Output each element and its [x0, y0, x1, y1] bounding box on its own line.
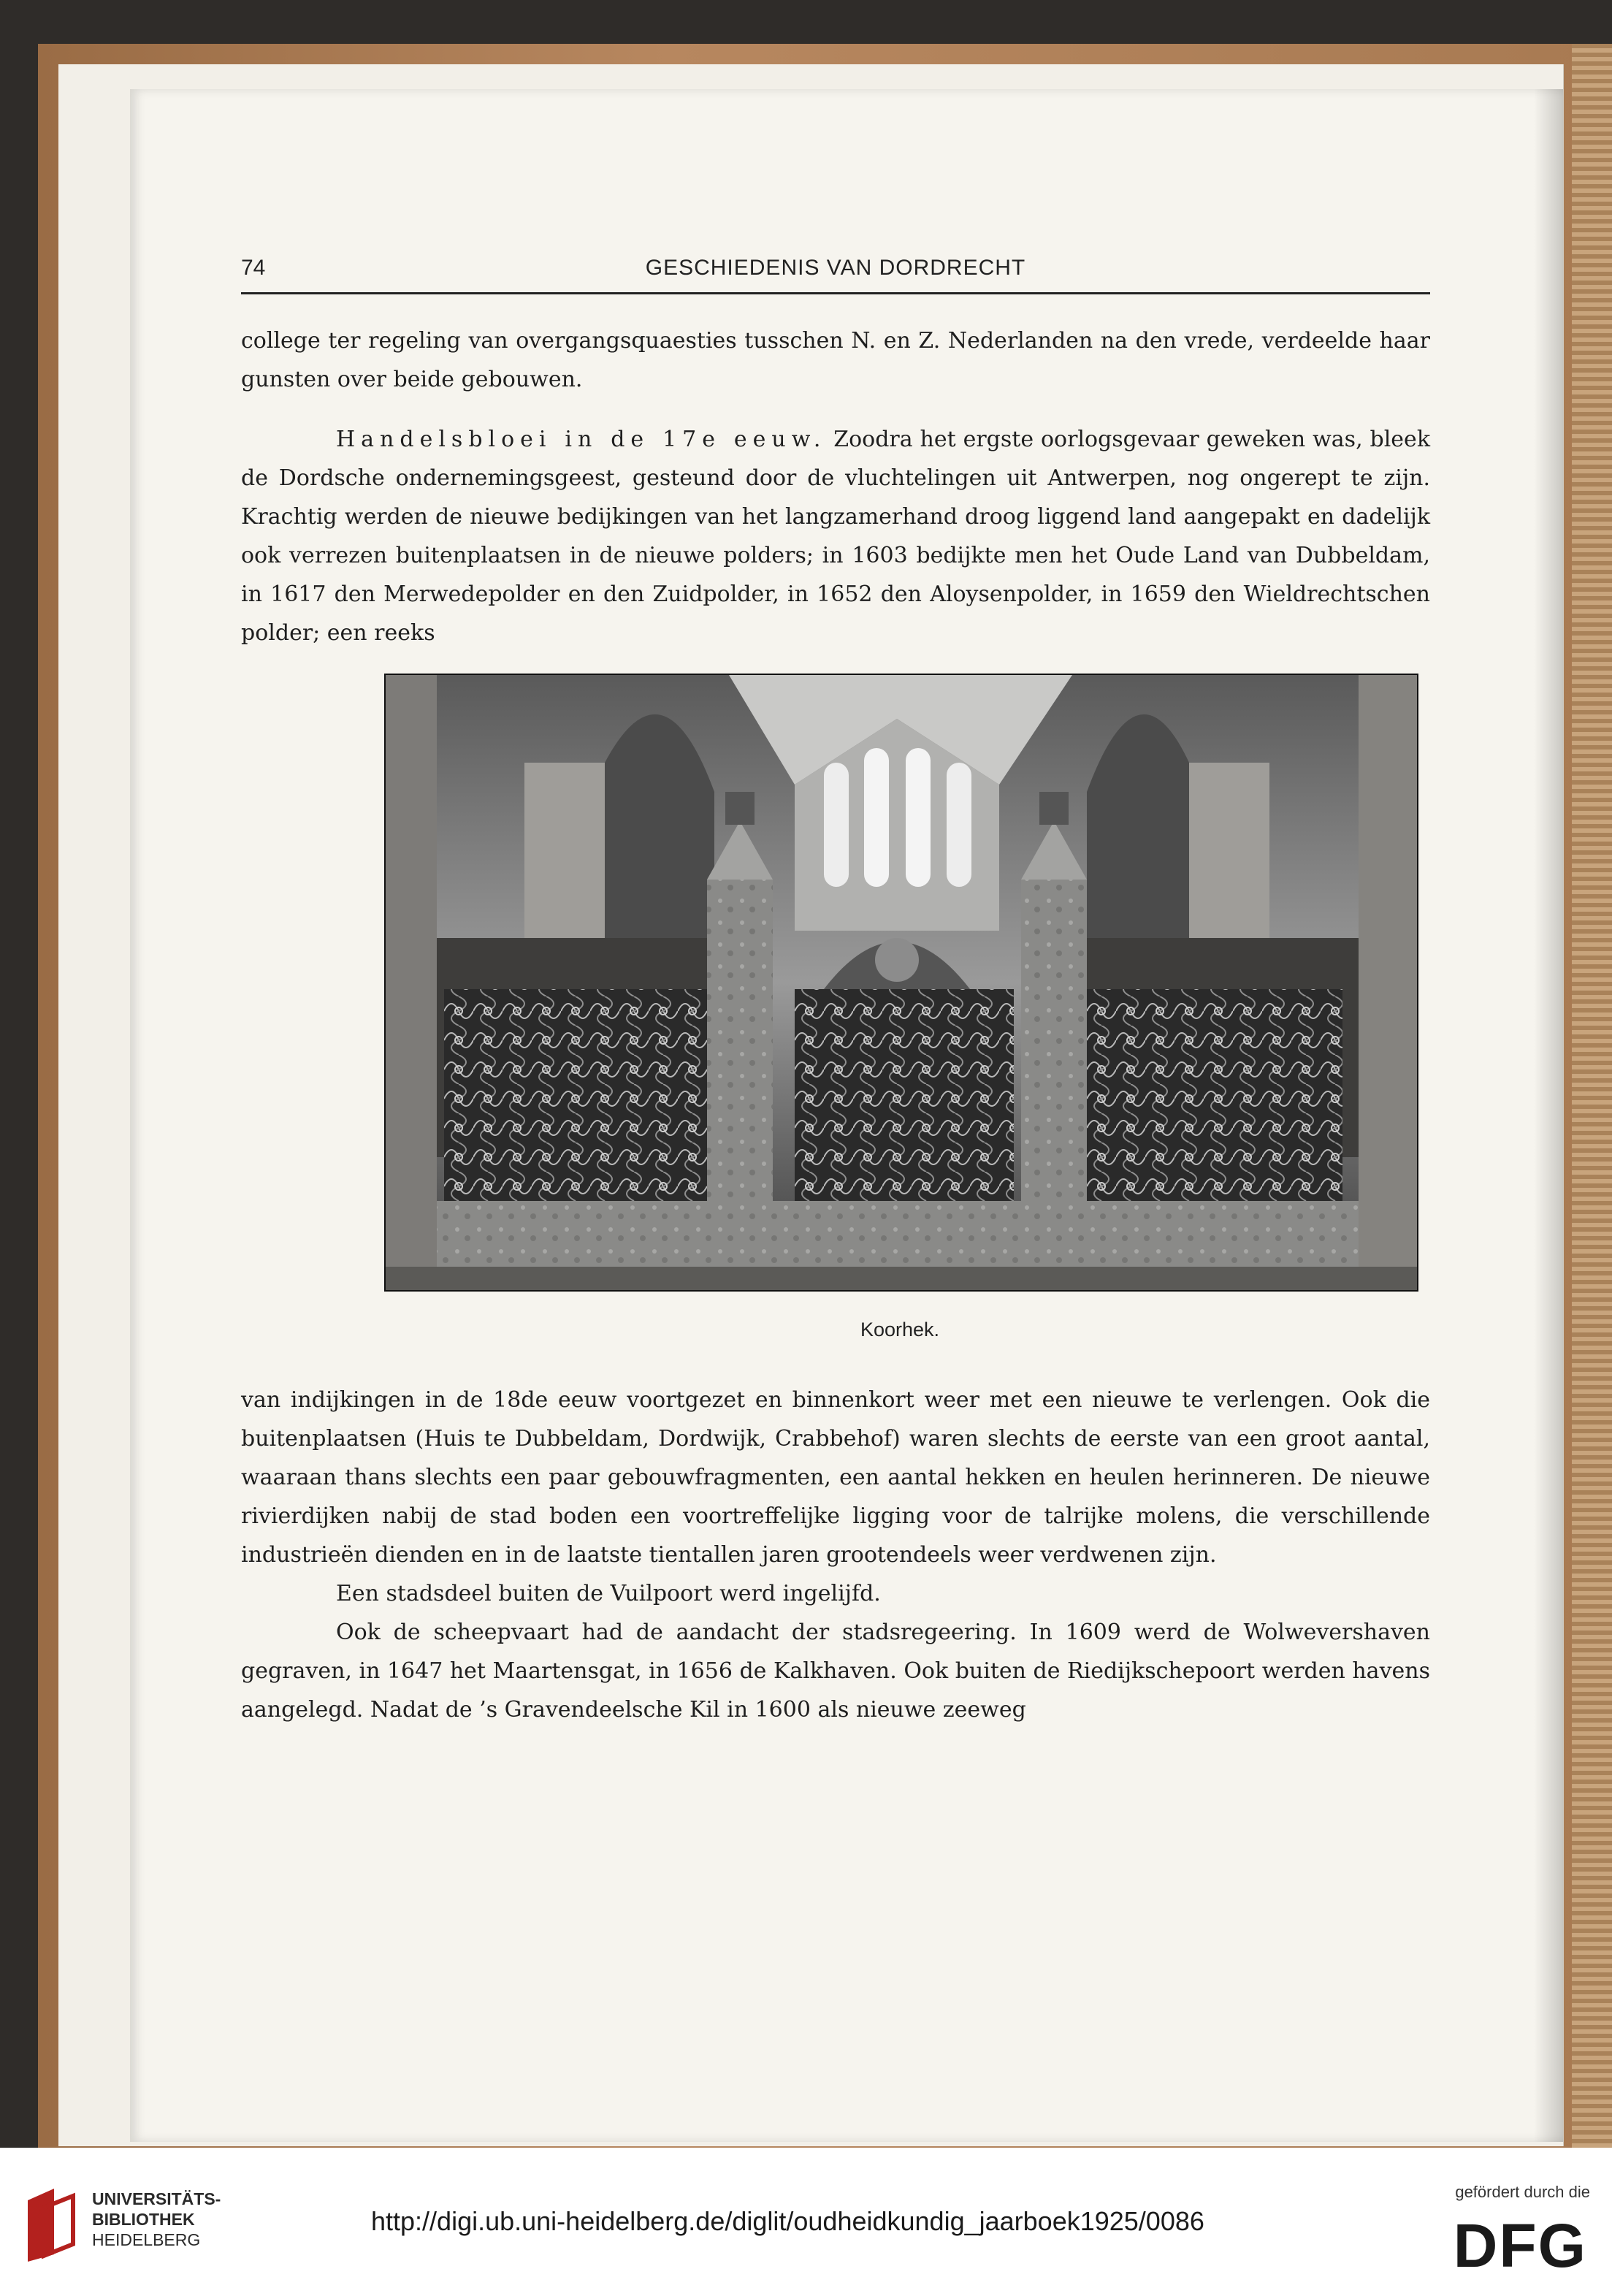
figure-caption: Koorhek. — [860, 1319, 940, 1340]
book-cover-edge — [1572, 44, 1612, 2148]
paragraph-text — [241, 420, 1430, 652]
choir-screen-photograph — [384, 674, 1418, 1292]
funded-by-label: gefördert durch die — [1455, 2183, 1590, 2201]
running-title: GESCHIEDENIS VAN DORDRECHT — [645, 256, 1026, 280]
dfg-logo: DFG — [1453, 2211, 1587, 2280]
library-name-line: HEIDELBERG — [92, 2230, 201, 2249]
paragraph-text: Een stadsdeel buiten de Vuilpoort werd ingelijfd. — [336, 1581, 881, 1606]
permalink-url[interactable]: http://digi.ub.uni-heidelberg.de/diglit/oudheidkundig_jaarboek1925/0086 — [371, 2206, 1204, 2236]
paragraph-1 — [241, 321, 1430, 399]
paragraph-text: Ook de scheepvaart had de aandacht der stadsregeering. In 1609 werd de Wolwevershaven gegraven, in 1647 het Maartensgat, in 1656 de Kalkhaven. Ook buiten de Riedijkschepoort werden havens aangelegd. Nadat de ’s Gravendeelsche Kil in 1600 als nieuwe zeeweg — [241, 1620, 1430, 1723]
library-name-line: BIBLIOTHEK — [92, 2210, 195, 2229]
spine-shadow — [1534, 89, 1563, 2142]
paragraph-text: van indijkingen in de 18de eeuw voortgezet en binnenkort weer met een nieuwe te verlengen. Ook die buitenplaatsen (Huis te Dubbeldam, Dordwijk, Crabbehof) waren slechts de eerste van een groot aantal, waaraan thans slechts een paar gebouwfragmenten, een aantal hekken en heulen herinneren. De nieuwe rivierdijken nabij de stad boden een voortreffelijke ligging voor de talrijke molens, die verschillende industrieën dienden en in de laatste tientallen jaren grootendeels weer verdwenen zijn. — [241, 1387, 1430, 1568]
paragraph-body: Zoodra het ergste oorlogsgevaar geweken was, bleek de Dordsche ondernemingsgeest, gesteund door de vluchtelingen uit Antwerpen, nog ongerept te zijn. Krachtig werden de nieuwe bedijkingen van het langzamerhand droog liggend land aangepakt en dadelijk ook verrezen buitenplaatsen in de nieuwe polders; in 1603 bedijkte men het Oude Land van Dubbeldam, in 1617 den Merwedepolder en den Zuidpolder, in 1652 den Aloysenpolder, in 1659 den Wieldrechtschen polder; een reeks — [241, 427, 1430, 646]
footer-bar — [0, 2148, 1612, 2296]
library-name — [92, 2189, 221, 2250]
page-number: 74 — [241, 256, 266, 280]
paragraph-3 — [241, 1381, 1430, 1729]
university-library-logo — [22, 2186, 85, 2263]
running-header — [241, 256, 1430, 294]
library-name-line: UNIVERSITÄTS- — [92, 2189, 221, 2208]
paragraph-2 — [241, 420, 1430, 652]
photograph-rendering — [386, 675, 1417, 1290]
paragraph-text: college ter regeling van overgangsquaesties tusschen N. en Z. Nederlanden na den vrede, verdeelde haar gunsten over beide gebouwen. — [241, 328, 1430, 392]
section-heading: Handelsbloei in de 17e eeuw. — [336, 427, 827, 452]
